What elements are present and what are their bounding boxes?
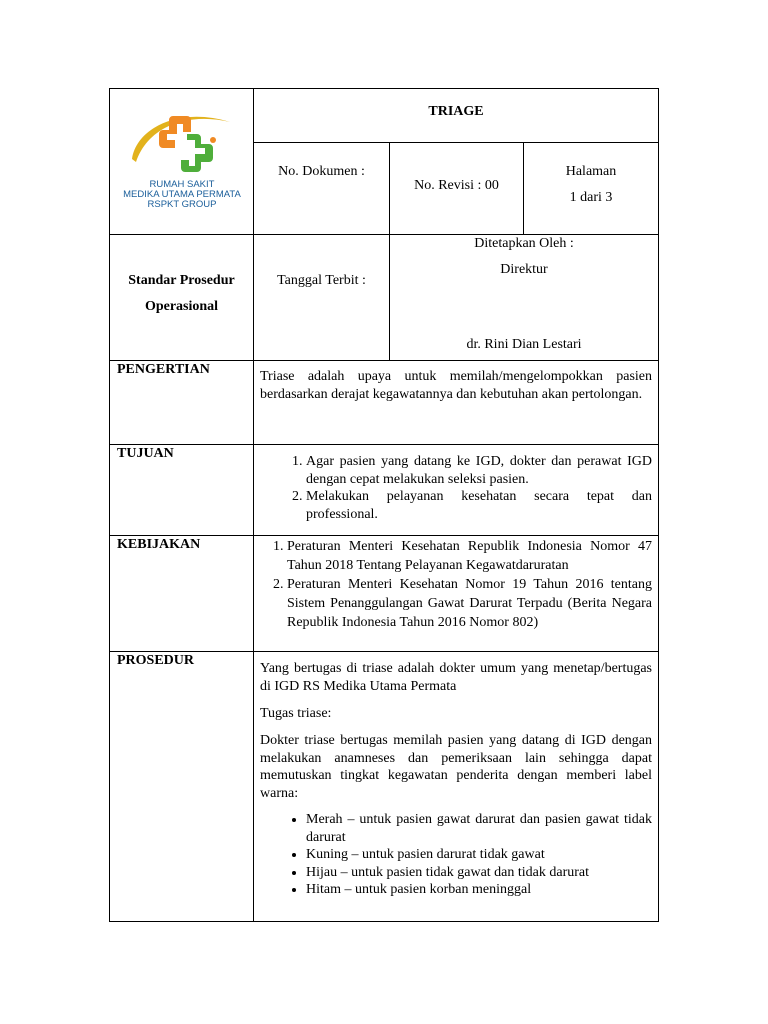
section-label-pengertian: PENGERTIAN [117, 362, 210, 377]
tujuan-list [284, 453, 652, 523]
sop-title-line-2: Operasional [144, 299, 219, 314]
list-item: • Merah – untuk pasien gawat darurat dan pasien gawat tidak darurat [306, 811, 652, 846]
kebijakan-list [265, 537, 652, 632]
pengertian-text: Triase adalah upaya untuk memilah/mengelompokkan pasien berdasarkan derajat kegawatannya dan kebutuhan akan pertolongan. [260, 369, 652, 402]
no-revisi-label: No. Revisi : 00 [414, 178, 499, 193]
section-label-kebijakan: KEBIJAKAN [117, 537, 201, 552]
logo-line-3: RSPKT GROUP [147, 199, 217, 210]
prosedur-paragraph-3: Dokter triase bertugas memilah pasien yang datang di IGD dengan melakukan anamneses dan pemeriksaan lain sehingga dapat memutuskan tingkat kegawatan penderita dengan memberi label warna: [260, 733, 652, 801]
halaman-value: 1 dari 3 [569, 190, 613, 205]
signatory-name: dr. Rini Dian Lestari [466, 337, 582, 352]
ditetapkan-label: Ditetapkan Oleh : [474, 236, 574, 251]
list-item: 2. Peraturan Menteri Kesehatan Nomor 19 Tahun 2016 tentang Sistem Penanggulangan Gawat Darurat Terpadu (Berita Negara Republik Indonesia Tahun 2016 Nomor 802) [287, 575, 652, 632]
label-warna-list [284, 811, 652, 899]
medical-cross-icon [118, 104, 246, 174]
section-label-prosedur: PROSEDUR [117, 653, 195, 668]
list-item: 1. Agar pasien yang datang ke IGD, dokter dan perawat IGD dengan cepat melakukan seleksi pasien. [306, 453, 652, 488]
logo-line-1: RUMAH SAKIT [149, 179, 215, 190]
logo-text [118, 180, 246, 210]
section-label-tujuan: TUJUAN [117, 446, 174, 461]
document-title: TRIAGE [428, 104, 484, 119]
logo-line-2: MEDIKA UTAMA PERMATA [123, 189, 241, 200]
list-item: • Kuning – untuk pasien darurat tidak gawat [306, 846, 652, 864]
list-item: • Hijau – untuk pasien tidak gawat dan tidak darurat [306, 864, 652, 882]
halaman-label: Halaman [565, 164, 617, 179]
list-item: 1. Peraturan Menteri Kesehatan Republik Indonesia Nomor 47 Tahun 2018 Tentang Pelayanan Kegawatdaruratan [287, 537, 652, 575]
hospital-logo [118, 104, 246, 214]
list-item: • Hitam – untuk pasien korban meninggal [306, 881, 652, 899]
no-dokumen-label: No. Dokumen : [278, 164, 365, 179]
list-item: 2. Melakukan pelayanan kesehatan secara tepat dan professional. [306, 488, 652, 523]
tanggal-terbit-label: Tanggal Terbit : [277, 273, 366, 288]
sop-title-line-1: Standar Prosedur [128, 273, 235, 288]
jabatan-label: Direktur [500, 262, 548, 277]
prosedur-paragraph-1: Yang bertugas di triase adalah dokter umum yang menetap/bertugas di IGD RS Medika Utama Permata [260, 661, 652, 694]
prosedur-paragraph-2: Tugas triase: [260, 706, 332, 721]
